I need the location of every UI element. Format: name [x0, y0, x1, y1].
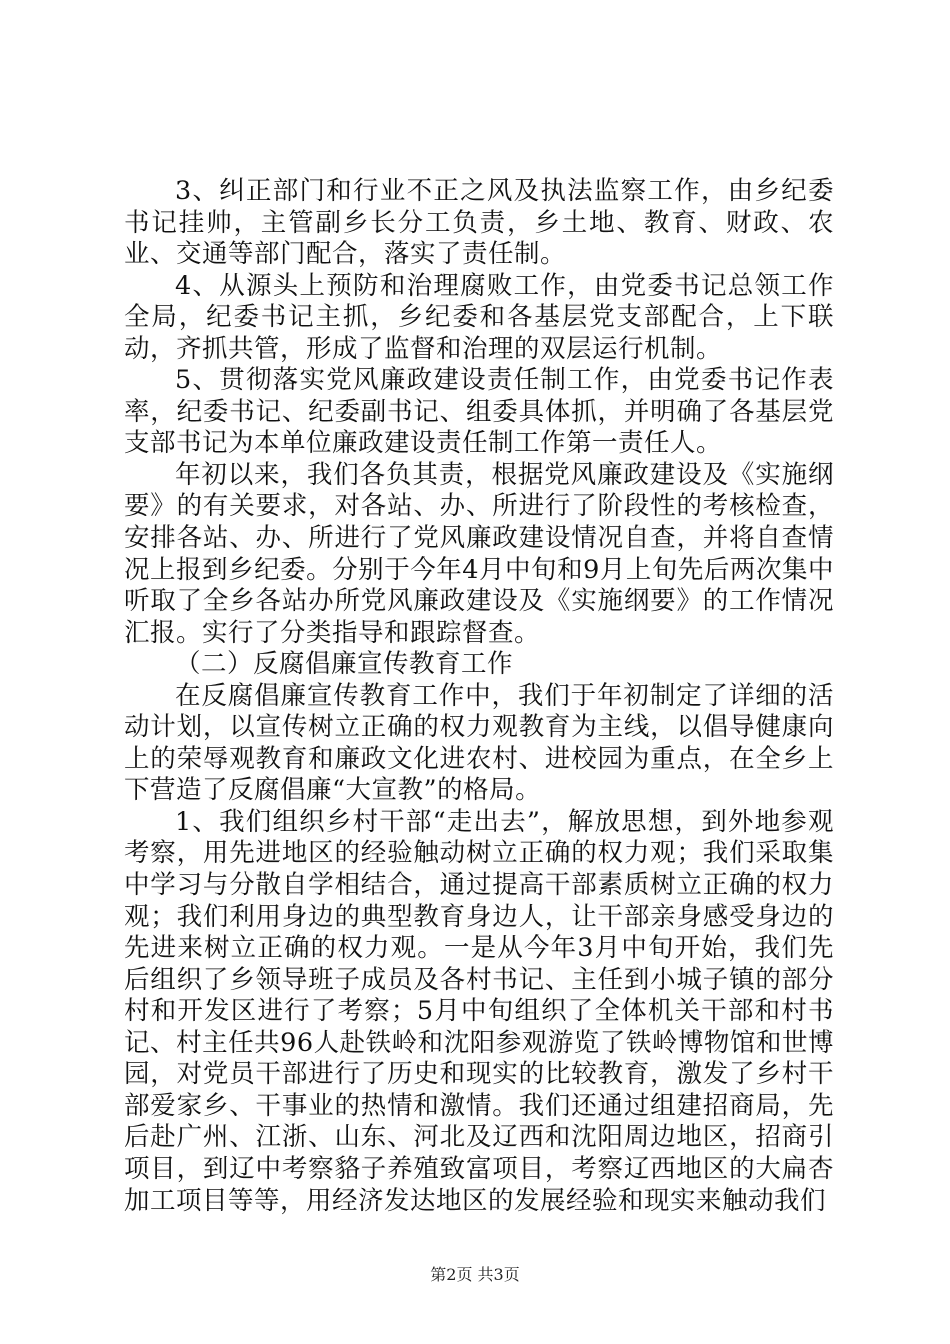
paragraph-annual-review: 年初以来，我们各负其责，根据党风廉政建设及《实施纲要》的有关要求，对各站、办、所进行了阶段性的考核检查，安排各站、办、所进行了党风廉政建设情况自查，并将自查情况上报到乡纪委。分别于今年4月中旬和9月上旬先后两次集中听取了全乡各站办所党风廉政建设及《实施纲要》的工作情况汇报。实行了分类指导和跟踪督查。: [124, 459, 834, 648]
page-footer: 第2页 共3页: [430, 1265, 520, 1284]
paragraph-item-4: 4、从源头上预防和治理腐败工作，由党委书记总领工作全局，纪委书记主抓，乡纪委和各基层党支部配合，上下联动，齐抓共管，形成了监督和治理的双层运行机制。: [124, 270, 834, 364]
paragraph-item-3: 3、纠正部门和行业不正之风及执法监察工作，由乡纪委书记挂帅，主管副乡长分工负责，乡土地、教育、财政、农业、交通等部门配合，落实了责任制。: [124, 176, 834, 270]
section-heading: （二）反腐倡廉宣传教育工作: [175, 649, 514, 680]
document-body: [124, 176, 834, 1217]
paragraph-education-intro: 在反腐倡廉宣传教育工作中，我们于年初制定了详细的活动计划，以宣传树立正确的权力观教育为主线，以倡导健康向上的荣辱观教育和廉政文化进农村、进校园为重点，在全乡上下营造了反腐倡廉“大宣教”的格局。: [124, 680, 834, 806]
paragraph-item-5: 5、贯彻落实党风廉政建设责任制工作，由党委书记作表率，纪委书记、纪委副书记、组委具体抓，并明确了各基层党支部书记为本单位廉政建设责任制工作第一责任人。: [124, 365, 834, 459]
paragraph-item-1: 1、我们组织乡村干部“走出去”，解放思想，到外地参观考察，用先进地区的经验触动树立正确的权力观；我们采取集中学习与分散自学相结合，通过提高干部素质树立正确的权力观；我们利用身边的典型教育身边人，让干部亲身感受身边的先进来树立正确的权力观。一是从今年3月中旬开始，我们先后组织了乡领导班子成员及各村书记、主任到小城子镇的部分村和开发区进行了考察；5月中旬组织了全体机关干部和村书记、村主任共96人赴铁岭和沈阳参观游览了铁岭博物馆和世博园，对党员干部进行了历史和现实的比较教育，激发了乡村干部爱家乡、干事业的热情和激情。我们还通过组建招商局，先后赴广州、江浙、山东、河北及辽西和沈阳周边地区，招商引项目，到辽中考察貉子养殖致富项目，考察辽西地区的大扁杏加工项目等等，用经济发达地区的发展经验和现实来触动我们: [124, 806, 834, 1216]
